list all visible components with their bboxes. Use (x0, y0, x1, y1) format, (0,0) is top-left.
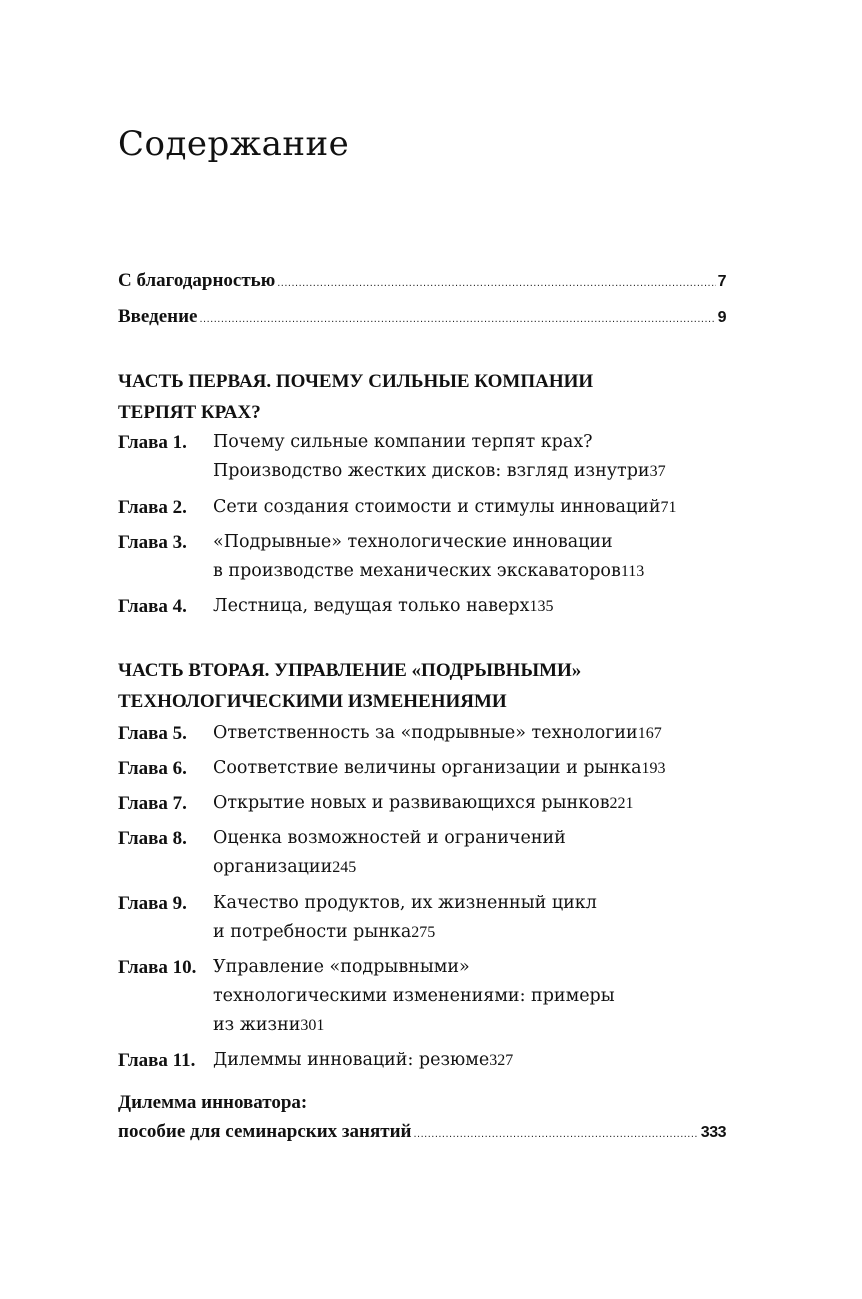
back-matter-title-line[interactable]: Дилемма инноватора: (118, 1092, 308, 1113)
chapter-title-line: Лестница, ведущая только наверх (213, 596, 530, 616)
page-number: 37 (649, 463, 666, 480)
page-number: 327 (489, 1052, 514, 1069)
toc-entry-introduction[interactable] (118, 306, 726, 328)
chapter-label: Глава 1. (118, 432, 187, 453)
dot-leader (277, 277, 715, 289)
part-heading-2 (118, 655, 718, 717)
page-number: 275 (411, 924, 436, 941)
toc-entry-chapter-3[interactable] (213, 561, 726, 581)
page-number: 71 (660, 499, 677, 516)
page-title: Содержание (118, 124, 350, 164)
toc-entry-chapter-7[interactable] (213, 793, 726, 813)
page-number: 193 (641, 760, 666, 777)
toc-entry-chapter-8[interactable] (213, 857, 726, 877)
toc-entry-acknowledgements[interactable] (118, 270, 726, 292)
page-number: 113 (620, 563, 645, 580)
chapter-title-line: Соответствие величины организации и рынка (213, 758, 642, 778)
chapter-title-line: в производстве механических экскаваторов (213, 561, 621, 581)
page-number: 245 (332, 859, 357, 876)
chapter-label: Глава 5. (118, 723, 187, 744)
page-number: 135 (529, 598, 554, 615)
toc-entry-chapter-11[interactable] (213, 1050, 726, 1070)
chapter-title-line: Сети создания стоимости и стимулы инноваций (213, 497, 661, 517)
page-number: 7 (717, 273, 726, 290)
chapter-label: Глава 10. (118, 957, 197, 978)
toc-entry-chapter-2[interactable] (213, 497, 726, 517)
page-number: 167 (637, 725, 662, 742)
page-number: 333 (700, 1124, 726, 1141)
chapter-title-line: и потребности рынка (213, 922, 412, 942)
entry-label: Введение (118, 306, 198, 327)
page-number: 301 (300, 1017, 325, 1034)
dot-leader (200, 313, 716, 325)
chapter-title-line: Дилеммы инноваций: резюме (213, 1050, 490, 1070)
chapter-label: Глава 3. (118, 532, 187, 553)
part-title-line: ТЕХНОЛОГИЧЕСКИМИ ИЗМЕНЕНИЯМИ (118, 691, 507, 712)
chapter-label: Глава 6. (118, 758, 187, 779)
page-number: 9 (717, 309, 726, 326)
toc-entry-chapter-4[interactable] (213, 596, 726, 616)
part-heading-1 (118, 366, 718, 428)
part-title-line: ЧАСТЬ ПЕРВАЯ. ПОЧЕМУ СИЛЬНЫЕ КОМПАНИИ (118, 371, 594, 392)
entry-label: пособие для семинарских занятий (118, 1121, 412, 1142)
chapter-label: Глава 9. (118, 893, 187, 914)
toc-entry-chapter-6[interactable] (213, 758, 726, 778)
chapter-label: Глава 4. (118, 596, 187, 617)
chapter-title-line[interactable]: Оценка возможностей и ограничений (213, 828, 566, 848)
chapter-title-line[interactable]: «Подрывные» технологические инновации (213, 532, 613, 552)
chapter-title-line[interactable]: Управление «подрывными» (213, 957, 470, 977)
chapter-title-line: Открытие новых и развивающихся рынков (213, 793, 610, 813)
chapter-label: Глава 7. (118, 793, 187, 814)
chapter-label: Глава 2. (118, 497, 187, 518)
toc-entry-chapter-5[interactable] (213, 723, 726, 743)
entry-label: С благодарностью (118, 270, 276, 291)
part-title-line: ЧАСТЬ ВТОРАЯ. УПРАВЛЕНИЕ «ПОДРЫВНЫМИ» (118, 660, 582, 681)
chapter-title-line[interactable]: Качество продуктов, их жизненный цикл (213, 893, 597, 913)
dot-leader (413, 1128, 698, 1140)
page-number: 221 (609, 795, 634, 812)
chapter-label: Глава 8. (118, 828, 187, 849)
chapter-label: Глава 11. (118, 1050, 196, 1071)
chapter-title-line: Ответственность за «подрывные» технологии (213, 723, 638, 743)
chapter-title-line: организации (213, 857, 333, 877)
chapter-title-line[interactable]: технологическими изменениями: примеры (213, 986, 615, 1006)
chapter-title-line: из жизни (213, 1015, 301, 1035)
toc-entry-chapter-1[interactable] (213, 461, 726, 481)
chapter-title-line[interactable]: Почему сильные компании терпят крах? (213, 432, 593, 452)
part-title-line: ТЕРПЯТ КРАХ? (118, 402, 261, 423)
chapter-title-line: Производство жестких дисков: взгляд изнутри (213, 461, 650, 481)
toc-entry-seminar-guide[interactable] (118, 1121, 726, 1143)
toc-entry-chapter-9[interactable] (213, 922, 726, 942)
toc-entry-chapter-10[interactable] (213, 1015, 726, 1035)
